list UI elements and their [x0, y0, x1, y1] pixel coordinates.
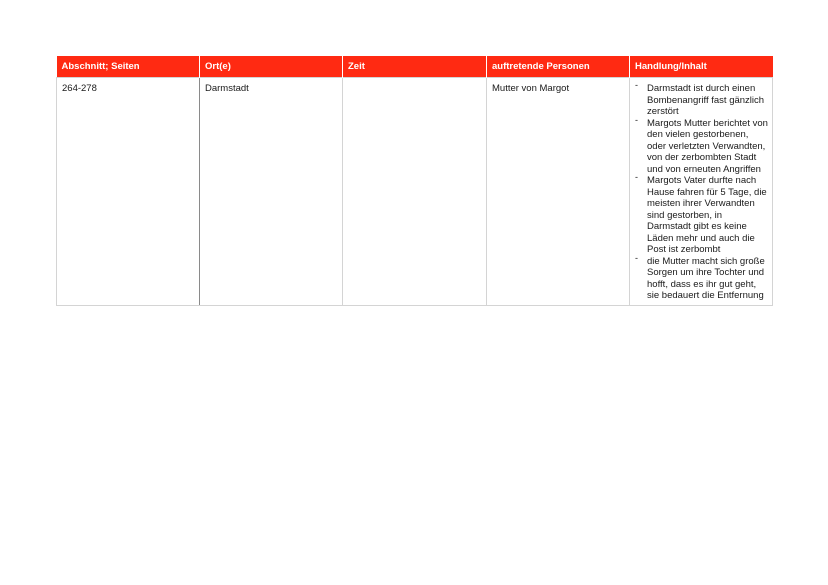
content-list: [635, 83, 768, 302]
header-place: Ort(e): [200, 56, 343, 78]
cell-persons: Mutter von Margot: [487, 78, 630, 306]
content-list-item: - Margots Vater durfte nach Hause fahren für 5 Tage, die meisten ihrer Verwandten sind gestorben, in Darmstadt gibt es keine Läden mehr und auch die Post ist zerbombt: [635, 175, 768, 256]
reading-log-table: [56, 56, 773, 306]
header-section: Abschnitt; Seiten: [57, 56, 200, 78]
cell-time: [343, 78, 487, 306]
header-persons: auftretende Personen: [487, 56, 630, 78]
header-time: Zeit: [343, 56, 487, 78]
cell-section: 264-278: [57, 78, 200, 306]
content-list-item: - Darmstadt ist durch einen Bombenangriff fast gänzlich zerstört: [635, 83, 768, 118]
content-list-item: - Margots Mutter berichtet von den vielen gestorbenen, oder verletzten Verwandten, von der zerbombten Stadt und von erneuten Angriffen: [635, 118, 768, 176]
cell-content: [630, 78, 773, 306]
cell-place: Darmstadt: [200, 78, 343, 306]
table-row: [57, 78, 773, 306]
content-list-item: - die Mutter macht sich große Sorgen um ihre Tochter und hofft, dass es ihr gut geht, sie bedauert die Entfernung: [635, 256, 768, 302]
table-header-row: [57, 56, 773, 78]
header-content: Handlung/Inhalt: [630, 56, 773, 78]
